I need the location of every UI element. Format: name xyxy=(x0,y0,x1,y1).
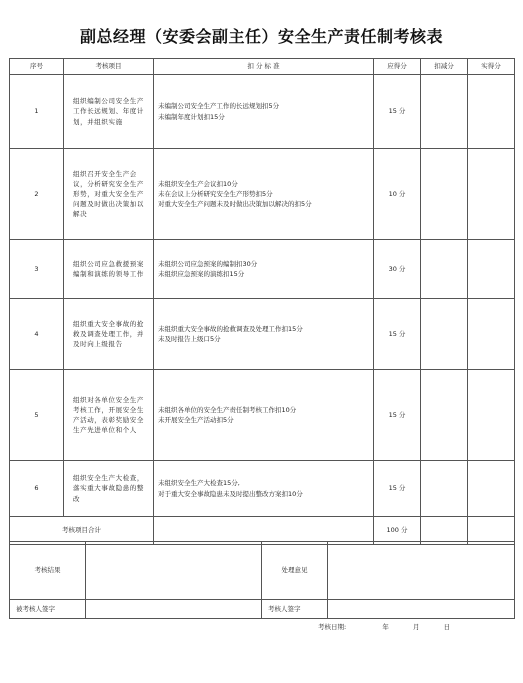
row-criteria xyxy=(154,149,374,240)
row-seq: 2 xyxy=(10,149,64,240)
opinion-label: 处理意见 xyxy=(262,542,328,600)
criteria-line: 未组织应急预案的演练扣15分 xyxy=(158,270,245,278)
criteria-line: 未及时报告上级口5分 xyxy=(158,335,221,343)
criteria-line: 未组织重大安全事故的抢救调查及处理工作扣15分 xyxy=(158,324,303,333)
row-seq: 6 xyxy=(10,461,64,517)
assessment-date xyxy=(318,622,450,631)
date-label: 考核日期: xyxy=(318,623,347,631)
row-criteria xyxy=(154,299,374,370)
date-year: 年 xyxy=(382,623,389,631)
table-row xyxy=(10,75,515,149)
row-seq: 4 xyxy=(10,299,64,370)
row-actual-cell[interactable] xyxy=(468,461,515,517)
criteria-line: 未编制公司安全生产工作的长远规划扣5分 xyxy=(158,102,280,111)
row-deduct-cell[interactable] xyxy=(421,240,468,299)
header-actual-score: 实得分 xyxy=(468,59,515,75)
result-table xyxy=(9,541,515,619)
assessment-table xyxy=(9,58,515,545)
header-criteria: 扣 分 标 准 xyxy=(154,59,374,75)
criteria-line: 未组织安全生产会议扣10分 xyxy=(158,179,238,188)
table-row xyxy=(10,240,515,299)
row-actual-cell[interactable] xyxy=(468,240,515,299)
examinee-sign-label: 被考核人签字 xyxy=(10,600,86,619)
criteria-line: 未组织各单位的安全生产责任制考核工作扣10分 xyxy=(158,405,297,414)
examinee-sign-field[interactable] xyxy=(86,600,262,619)
row-due-score: 30 分 xyxy=(374,240,421,299)
row-item: 组织重大安全事故的抢救及调查处理工作，并及时向上级报告 xyxy=(64,299,154,370)
table-row xyxy=(10,461,515,517)
criteria-line: 对重大安全生产问题未及时做出决策加以解决的扣5分 xyxy=(158,200,312,209)
row-deduct-cell[interactable] xyxy=(421,299,468,370)
row-deduct-cell[interactable] xyxy=(421,370,468,461)
examiner-sign-label: 考核人签字 xyxy=(262,600,328,619)
row-item: 组织公司应急救援预案编制和演练的领导工作 xyxy=(64,240,154,299)
criteria-line: 对于重大安全事故隐患未及时提出整改方案扣10分 xyxy=(158,489,303,498)
row-deduct-cell[interactable] xyxy=(421,149,468,240)
date-month: 月 xyxy=(413,623,420,631)
criteria-line: 未组织安全生产大检查15分, xyxy=(158,479,240,488)
row-due-score: 10 分 xyxy=(374,149,421,240)
row-criteria xyxy=(154,240,374,299)
row-due-score: 15 分 xyxy=(374,75,421,149)
total-label: 考核项目合计 xyxy=(10,517,154,545)
row-deduct-cell[interactable] xyxy=(421,461,468,517)
form-title: 副总经理（安委会副主任）安全生产责任制考核表 xyxy=(79,27,443,46)
opinion-field[interactable] xyxy=(328,542,515,600)
signature-row xyxy=(10,600,515,619)
criteria-line: 未组织公司应急预案的编制扣30分 xyxy=(158,259,258,268)
row-criteria xyxy=(154,75,374,149)
row-seq: 3 xyxy=(10,240,64,299)
row-criteria xyxy=(154,461,374,517)
header-seq: 序号 xyxy=(10,59,64,75)
examiner-sign-field[interactable] xyxy=(328,600,515,619)
result-row xyxy=(10,542,515,600)
result-label: 考核结果 xyxy=(10,542,86,600)
row-actual-cell[interactable] xyxy=(468,149,515,240)
criteria-line: 未编制年度计划扣15分 xyxy=(158,112,225,121)
row-item: 组织安全生产大检查，落实重大事故隐患的整改 xyxy=(64,461,154,517)
row-item: 组织对各单位安全生产考核工作，开展安全生产活动，表彰奖励安全生产先进单位和个人 xyxy=(64,370,154,461)
row-deduct-cell[interactable] xyxy=(421,75,468,149)
row-due-score: 15 分 xyxy=(374,370,421,461)
table-row xyxy=(10,299,515,370)
criteria-line: 未开展安全生产活动扣5分 xyxy=(158,416,234,424)
row-due-score: 15 分 xyxy=(374,299,421,370)
table-row xyxy=(10,149,515,240)
row-seq: 1 xyxy=(10,75,64,149)
result-field[interactable] xyxy=(86,542,262,600)
criteria-line: 未在会议上分析研究安全生产形势扣5分 xyxy=(158,189,273,198)
row-seq: 5 xyxy=(10,370,64,461)
row-actual-cell[interactable] xyxy=(468,299,515,370)
table-header-row xyxy=(10,59,515,75)
header-due-score: 应得分 xyxy=(374,59,421,75)
date-day: 日 xyxy=(443,623,451,631)
total-score: 100 分 xyxy=(374,517,421,545)
table-row xyxy=(10,370,515,461)
row-criteria xyxy=(154,370,374,461)
header-item: 考核项目 xyxy=(64,59,154,75)
header-deduct-score: 扣减分 xyxy=(421,59,468,75)
row-item: 组织编制公司安全生产工作长远规划、年度计划，并组织实施 xyxy=(64,75,154,149)
row-actual-cell[interactable] xyxy=(468,370,515,461)
row-item: 组织召开安全生产会议，分析研究安全生产形势，对重大安全生产问题及时做出决策加以解决 xyxy=(64,149,154,240)
row-due-score: 15 分 xyxy=(374,461,421,517)
row-actual-cell[interactable] xyxy=(468,75,515,149)
